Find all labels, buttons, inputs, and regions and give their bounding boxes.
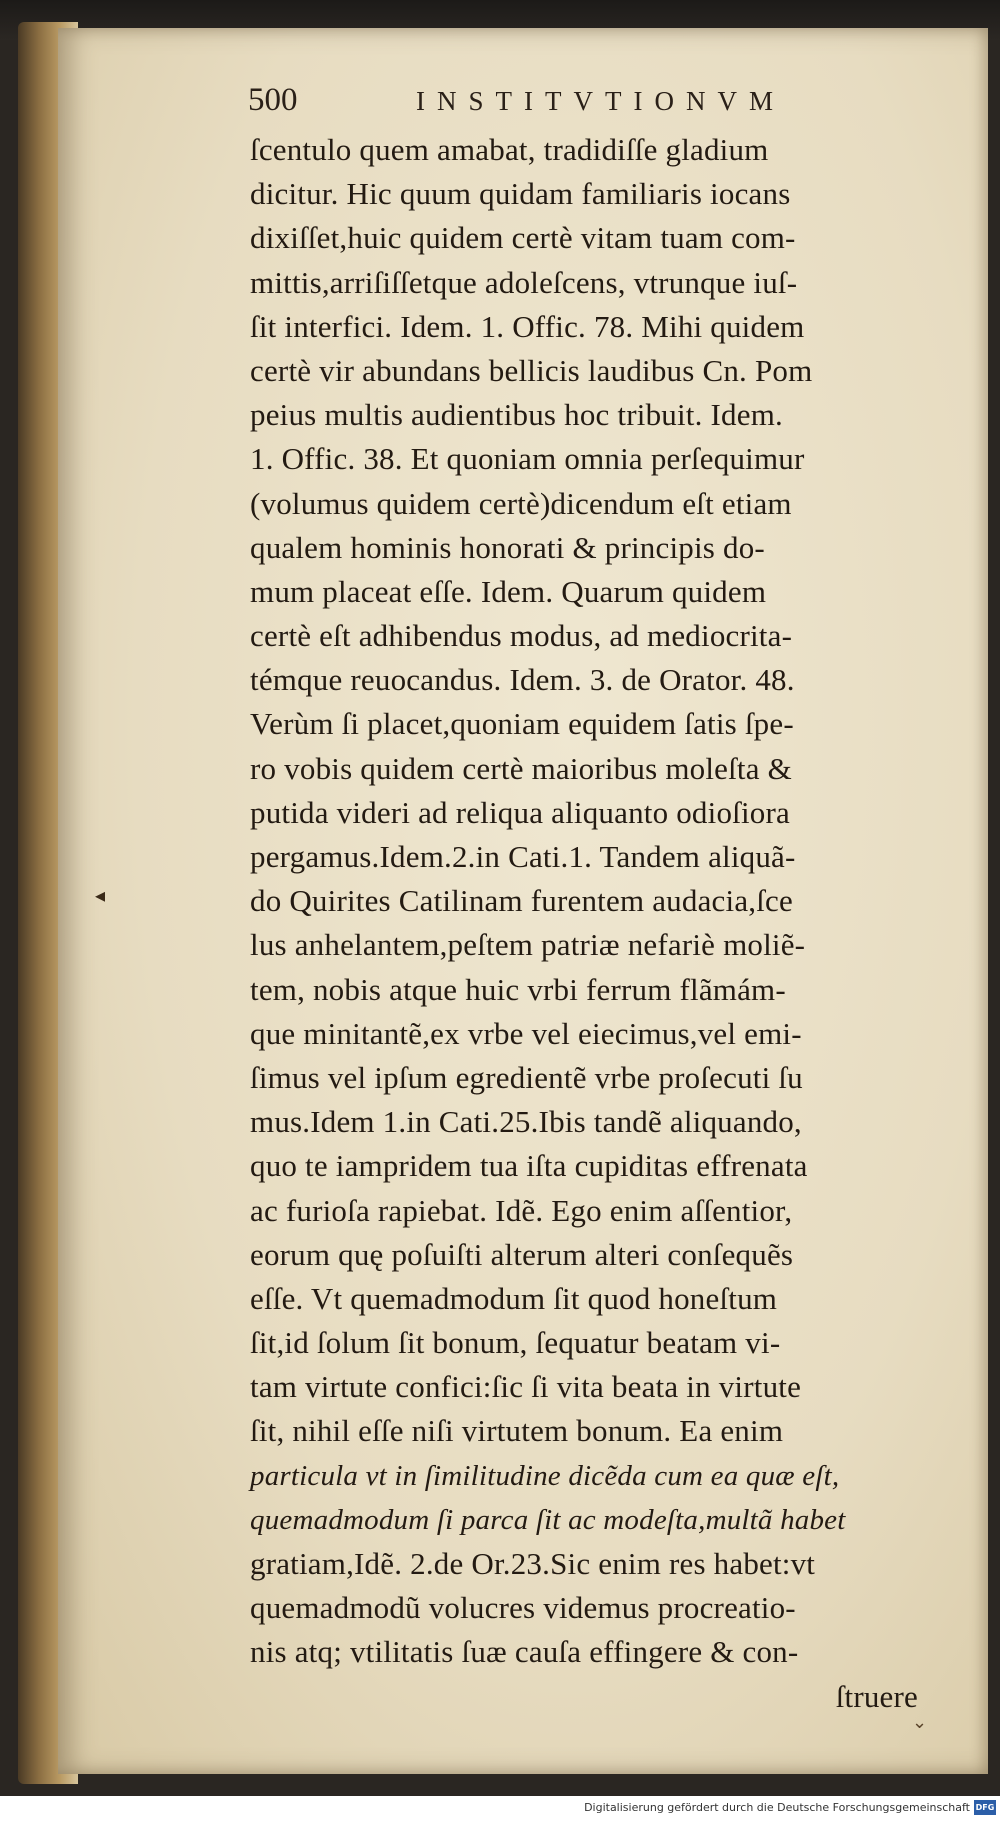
text-line: ro vobis quidem certè maioribus moleſta & [250, 750, 792, 786]
text-line: ſcentulo quem amabat, tradidiſſe gladium [250, 132, 769, 167]
text-line: dixiſſet,huic quidem certè vitam tuam com- [250, 220, 796, 256]
text-line: certè vir abundans bellicis laudibus Cn. Pom [250, 352, 813, 388]
text-line: dicitur. Hic quum quidam familiaris iocans [250, 176, 791, 212]
text-line: (volumus quidem certè)dicendum eſt etiam [250, 485, 792, 521]
text-line: mus.Idem 1.in Cati.25.Ibis tandẽ aliquando, [250, 1104, 802, 1140]
running-title: INSTITVTIONVM [416, 86, 785, 116]
text-line: eorum quę poſuiſti alterum alteri conſequẽs [250, 1236, 794, 1272]
italic-text-line: particula vt in ſimilitudine dicẽda cum ea quæ eſt, [250, 1459, 840, 1492]
text-line: tem, nobis atque huic vrbi ferrum flãmám- [250, 971, 786, 1007]
text-line: Verùm ſi placet,quoniam equidem ſatis ſpe- [250, 706, 794, 742]
text-line: gratiam,Idẽ. 2.de Or.23.Sic enim res habet:vt [250, 1546, 816, 1581]
body-text [250, 128, 918, 1719]
text-line: ac furioſa rapiebat. Idẽ. Ego enim aſſentior, [250, 1192, 793, 1228]
page-header [248, 82, 808, 126]
text-line: que minitantẽ,ex vrbe vel eiecimus,vel emi- [250, 1015, 802, 1051]
text-line: mittis,arriſiſſetque adoleſcens, vtrunque iuſ- [250, 264, 798, 300]
italic-text-line: quemadmodum ſi parca ſit ac modeſta,multã habet [250, 1503, 846, 1536]
text-line: pergamus.Idem.2.in Cati.1. Tandem aliquã- [250, 839, 796, 874]
funding-credit: Digitalisierung gefördert durch die Deutsche Forschungsgemeinschaft [584, 1801, 970, 1814]
text-line: tam virtute confici:ſic ſi vita beata in virtute [250, 1369, 802, 1405]
text-line: peius multis audientibus hoc tribuit. Idem. [250, 397, 783, 433]
text-line: quemadmodũ volucres videmus procreatio- [250, 1590, 796, 1626]
text-line: ſimus vel ipſum egredientẽ vrbe proſecuti ſu [250, 1059, 803, 1095]
text-line: nis atq; vtilitatis ſuæ cauſa effingere & con- [250, 1634, 799, 1670]
footer [0, 1796, 1000, 1822]
text-line: 1. Offic. 38. Et quoniam omnia perſequimur [250, 441, 805, 477]
text-line: ſit, nihil eſſe niſi virtutem bonum. Ea enim [250, 1413, 784, 1449]
text-line: eſſe. Vt quemadmodum ſit quod honeſtum [250, 1280, 778, 1316]
text-line: lus anhelantem,peſtem patriæ nefariè moliẽ- [250, 927, 806, 963]
catchword: ſtruere [835, 1678, 918, 1714]
text-line: ſit interfici. Idem. 1. Offic. 78. Mihi quidem [250, 308, 805, 344]
text-line: témque reuocandus. Idem. 3. de Orator. 48. [250, 662, 795, 698]
margin-pointer-mark: ◂ [95, 883, 106, 907]
text-line: certè eſt adhibendus modus, ad mediocrita- [250, 618, 793, 654]
text-line: qualem hominis honorati & principis do- [250, 529, 765, 565]
text-line: ſit,id ſolum ſit bonum, ſequatur beatam vi- [250, 1325, 781, 1361]
text-line: quo te iampridem tua iſta cupiditas effrenata [250, 1148, 808, 1184]
text-line: do Quirites Catilinam furentem audacia,ſce [250, 883, 793, 919]
text-line: putida videri ad reliqua aliquanto odioſiora [250, 794, 790, 830]
dfg-logo-icon: DFG [974, 1800, 996, 1815]
text-line: mum placeat eſſe. Idem. Quarum quidem [250, 573, 767, 609]
ink-mark: ⌄ [912, 1712, 928, 1733]
page-number: 500 [248, 82, 298, 118]
